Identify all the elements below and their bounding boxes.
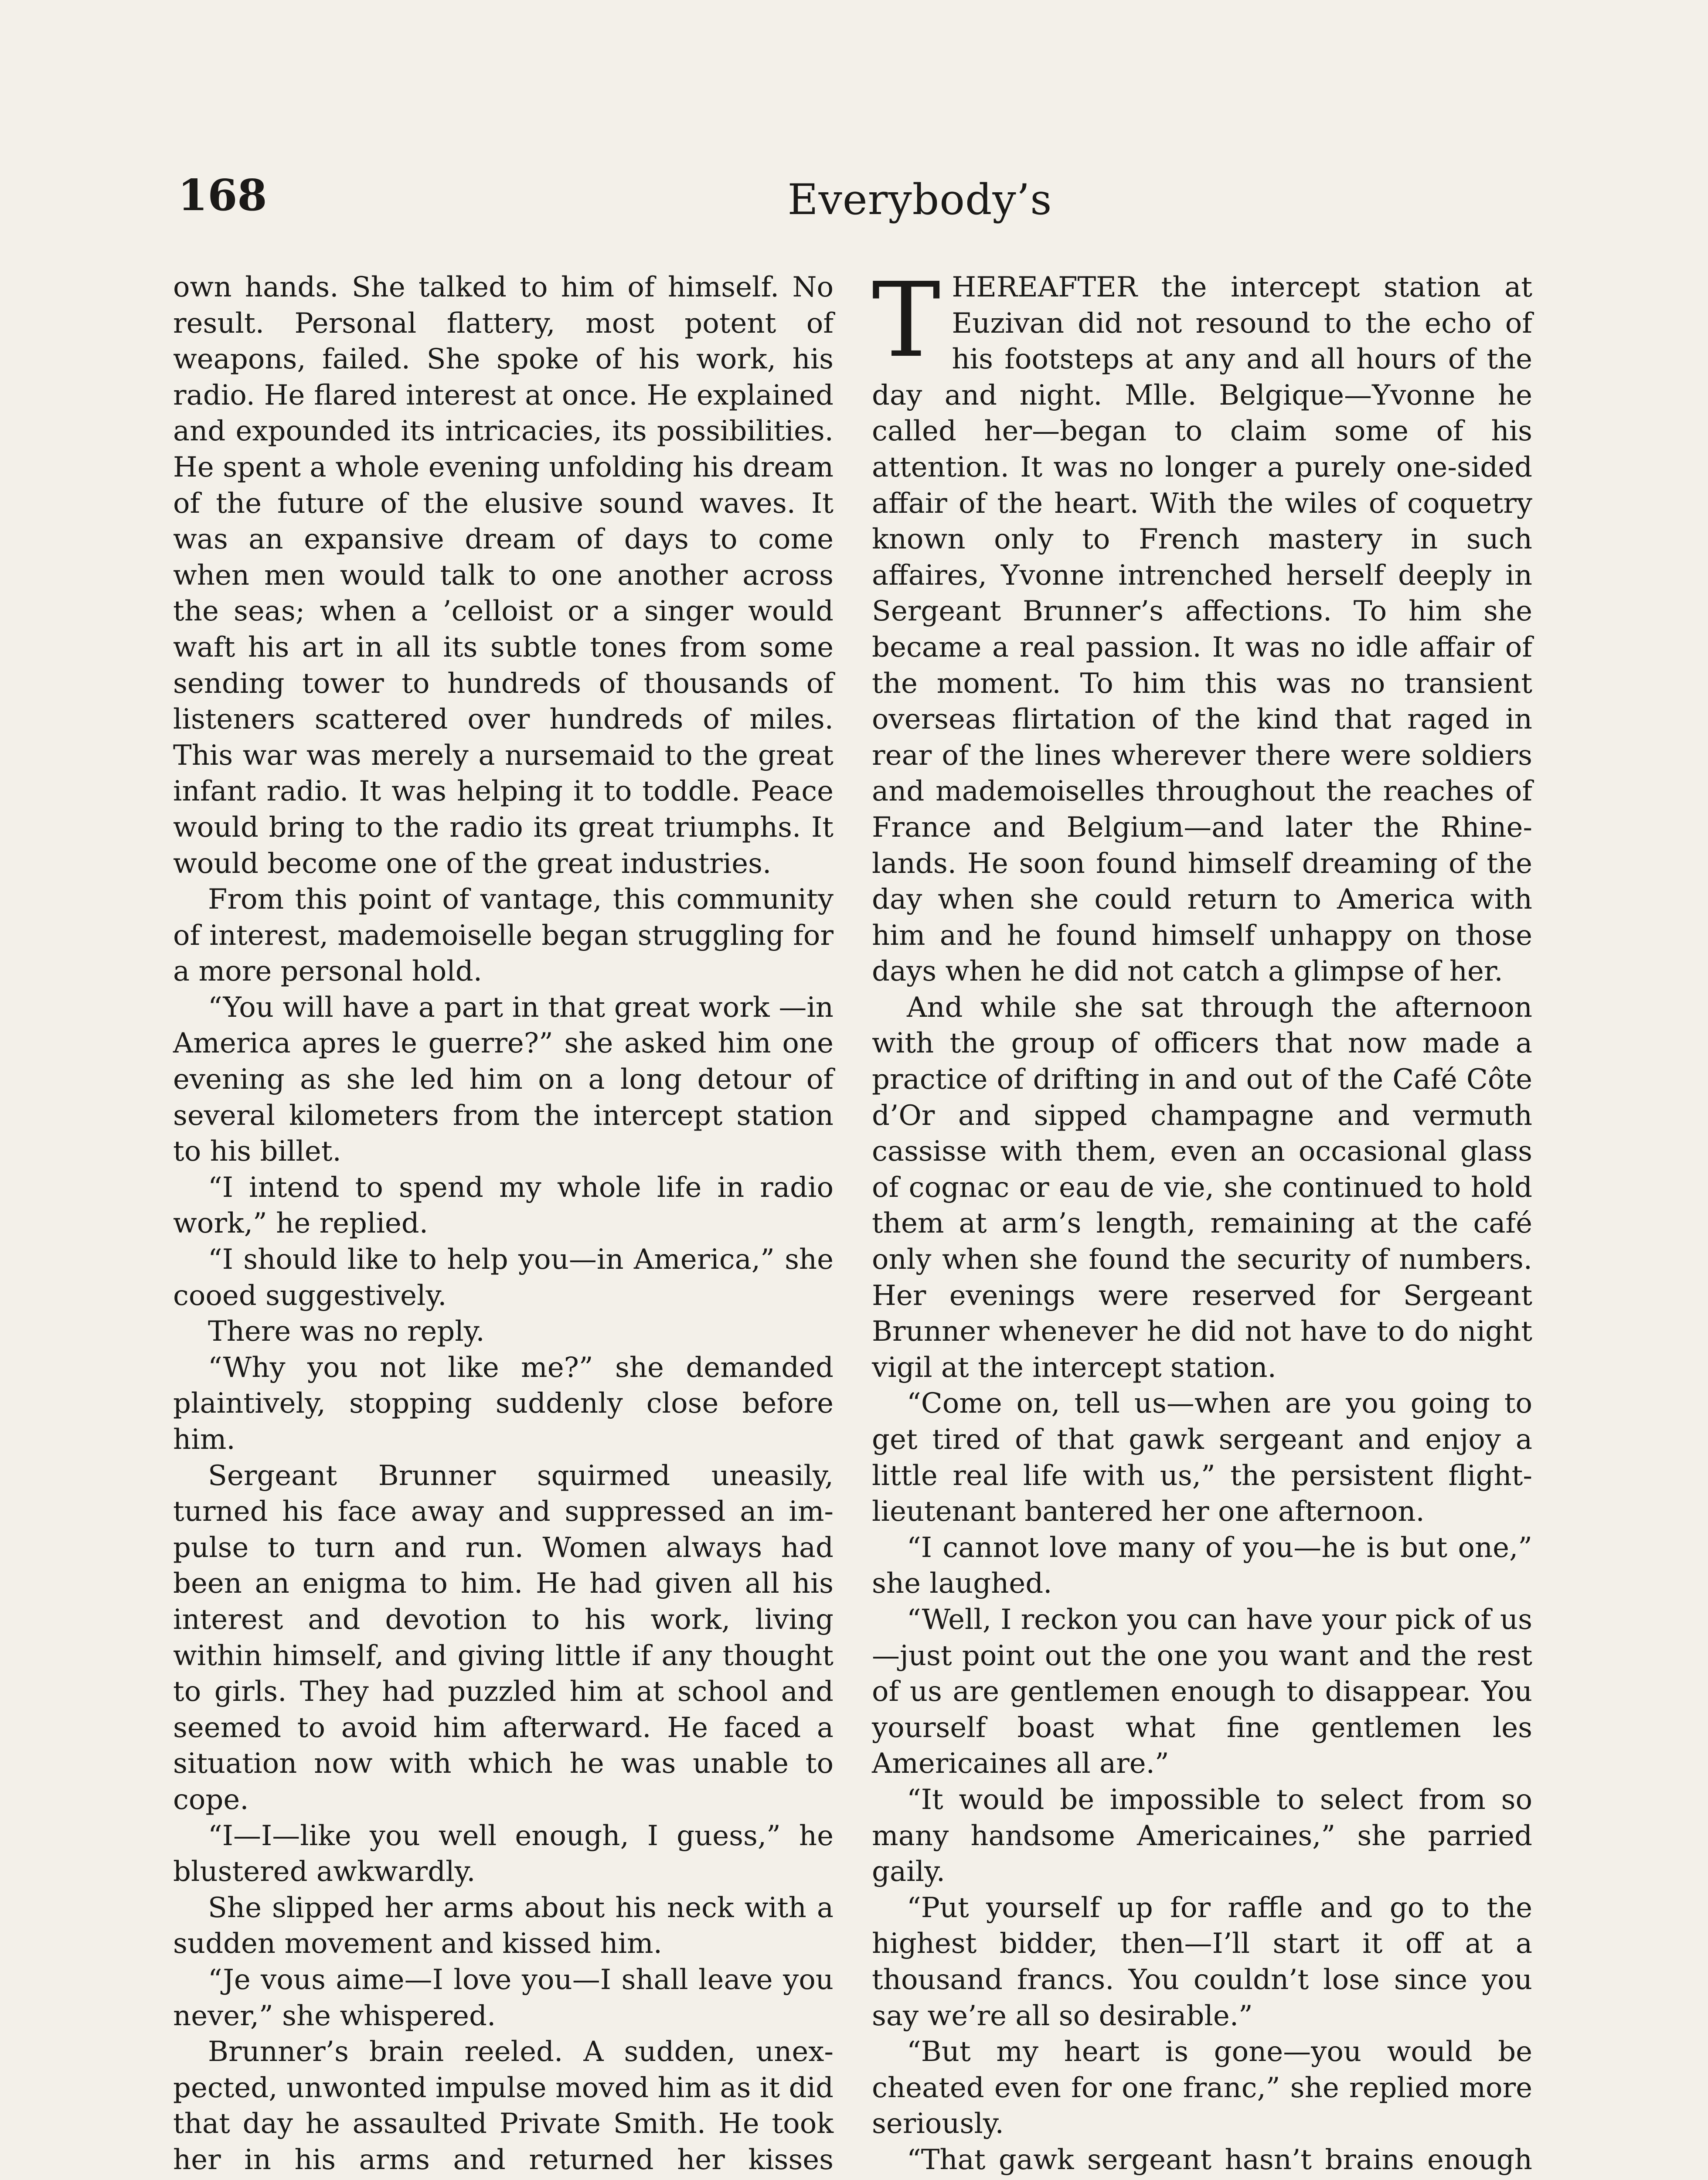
paragraph: “Well, I reckon you can have your pick of us—just point out the one you want and the rest of us are gentlemen enough to disappear. You yourself boast what fine gentlemen les Americaines all are.”: [872, 1603, 1532, 1780]
running-head: Everybody’s: [787, 175, 1052, 224]
page-number: 168: [178, 170, 267, 221]
paragraph-text: HEREAFTER the intercept station at Euzivan did not resound to the echo of his footsteps at any and all hours of the day and night. Mlle. Belgique—Yvonne he called her—began to claim some of his attention. It was no longer a purely one-sided affair of the heart. With the wiles of coquetry known only to French mastery in such affaires, Yvonne intrenched herself deeply in Sergeant Brunner’s affections. To him she became a real passion. It was no idle affair of the moment. To him this was no transient overseas flirtation of the kind that raged in rear of the lines wherever there were soldiers and mademoiselles throughout the reaches of France and Belgium—and later the Rhinelands. He soon found himself dreaming of the day when she could return to America with him and he found himself unhappy on those days when he did not catch a glimpse of her.: [872, 271, 1532, 988]
paragraph: “Je vous aime—I love you—I shall leave you never,” she whispered.: [173, 1963, 834, 2032]
paragraph: “I—I—like you well enough, I guess,” he blustered awkwardly.: [173, 1819, 834, 1888]
paragraph: “I cannot love many of you—he is but one,” she laughed.: [872, 1531, 1532, 1600]
paragraph: “But my heart is gone—you would be cheated even for one franc,” she replied more seriously.: [872, 2036, 1532, 2140]
paragraph: “That gawk sergeant hasn’t brains enough: [907, 2143, 1532, 2176]
paragraph: “It would be impossible to select from so many handsome Americaines,” she parried gaily.: [872, 1783, 1532, 1888]
paragraph: “I should like to help you—in America,” she cooed suggestively.: [173, 1243, 834, 1312]
paragraph: “Put yourself up for raffle and go to the highest bidder, then—I’ll start it off at a thousand francs. You couldn’t lose since you say we’re all so desirable.”: [872, 1891, 1532, 2032]
paragraph: own hands. She talked to him of himself. No result. Personal flattery, most potent of weapons, failed. She spoke of his work, his radio. He flared interest at once. He explained and expounded its intricacies, its possibilities. He spent a whole evening unfolding his dream of the future of the elusive sound waves. It was an expansive dream of days to come when men would talk to one another across the seas; when a ’celloist or a singer would waft his art in all its subtle tones from some sending tower to hundreds of thousands of listeners scattered over hundreds of miles. This war was merely a nursemaid to the great infant radio. It was helping it to toddle. Peace would bring to the radio its great triumphs. It would become one of the great industries.: [173, 271, 834, 880]
paragraph: From this point of vantage, this community of interest, mademoiselle began struggling for a more personal hold.: [173, 883, 834, 988]
paragraph: There was no reply.: [208, 1315, 485, 1348]
right-column: [872, 260, 1532, 2180]
paragraph: Sergeant Brunner squirmed uneasily, turned his face away and suppressed an impulse to turn and run. Women always had been an enigma to him. He had given all his interest and devotion to his work, living within himself, and giving little if any thought to girls. They had puzzled him at school and seemed to avoid him afterward. He faced a situation now with which he was unable to cope.: [173, 1459, 834, 1816]
section-opening-paragraph: [872, 260, 1532, 990]
left-column: [173, 269, 834, 2180]
paragraph: “You will have a part in that great work —in America apres le guerre?” she asked him one evening as she led him on a long detour of several kilometers from the intercept station to his billet.: [173, 991, 834, 1168]
paragraph: And while she sat through the afternoon with the group of officers that now made a practice of drifting in and out of the Café Côte d’Or and sipped champagne and vermuth cassisse with them, even an occasional glass of cognac or eau de vie, she continued to hold them at arm’s length, remaining at the café only when she found the security of numbers. Her evenings were reserved for Sergeant Brunner whenever he did not have to do night vigil at the intercept station.: [872, 991, 1532, 1384]
paragraph: “Why you not like me?” she demanded plaintively, stopping suddenly close before him.: [173, 1351, 834, 1456]
paragraph: She slipped her arms about his neck with a sudden movement and kissed him.: [173, 1891, 834, 1960]
paragraph: “I intend to spend my whole life in radio work,” he replied.: [173, 1171, 834, 1240]
paragraph: Brunner’s brain reeled. A sudden, unexpected, unwonted impulse moved him as it did that day he assaulted Private Smith. He took her in his arms and returned her kisses: [173, 2036, 834, 2176]
drop-cap: T: [872, 260, 941, 380]
paragraph: “Come on, tell us—when are you going to get tired of that gawk sergeant and enjoy a little real life with us,” the persistent flight-lieutenant bantered her one afternoon.: [872, 1387, 1532, 1528]
